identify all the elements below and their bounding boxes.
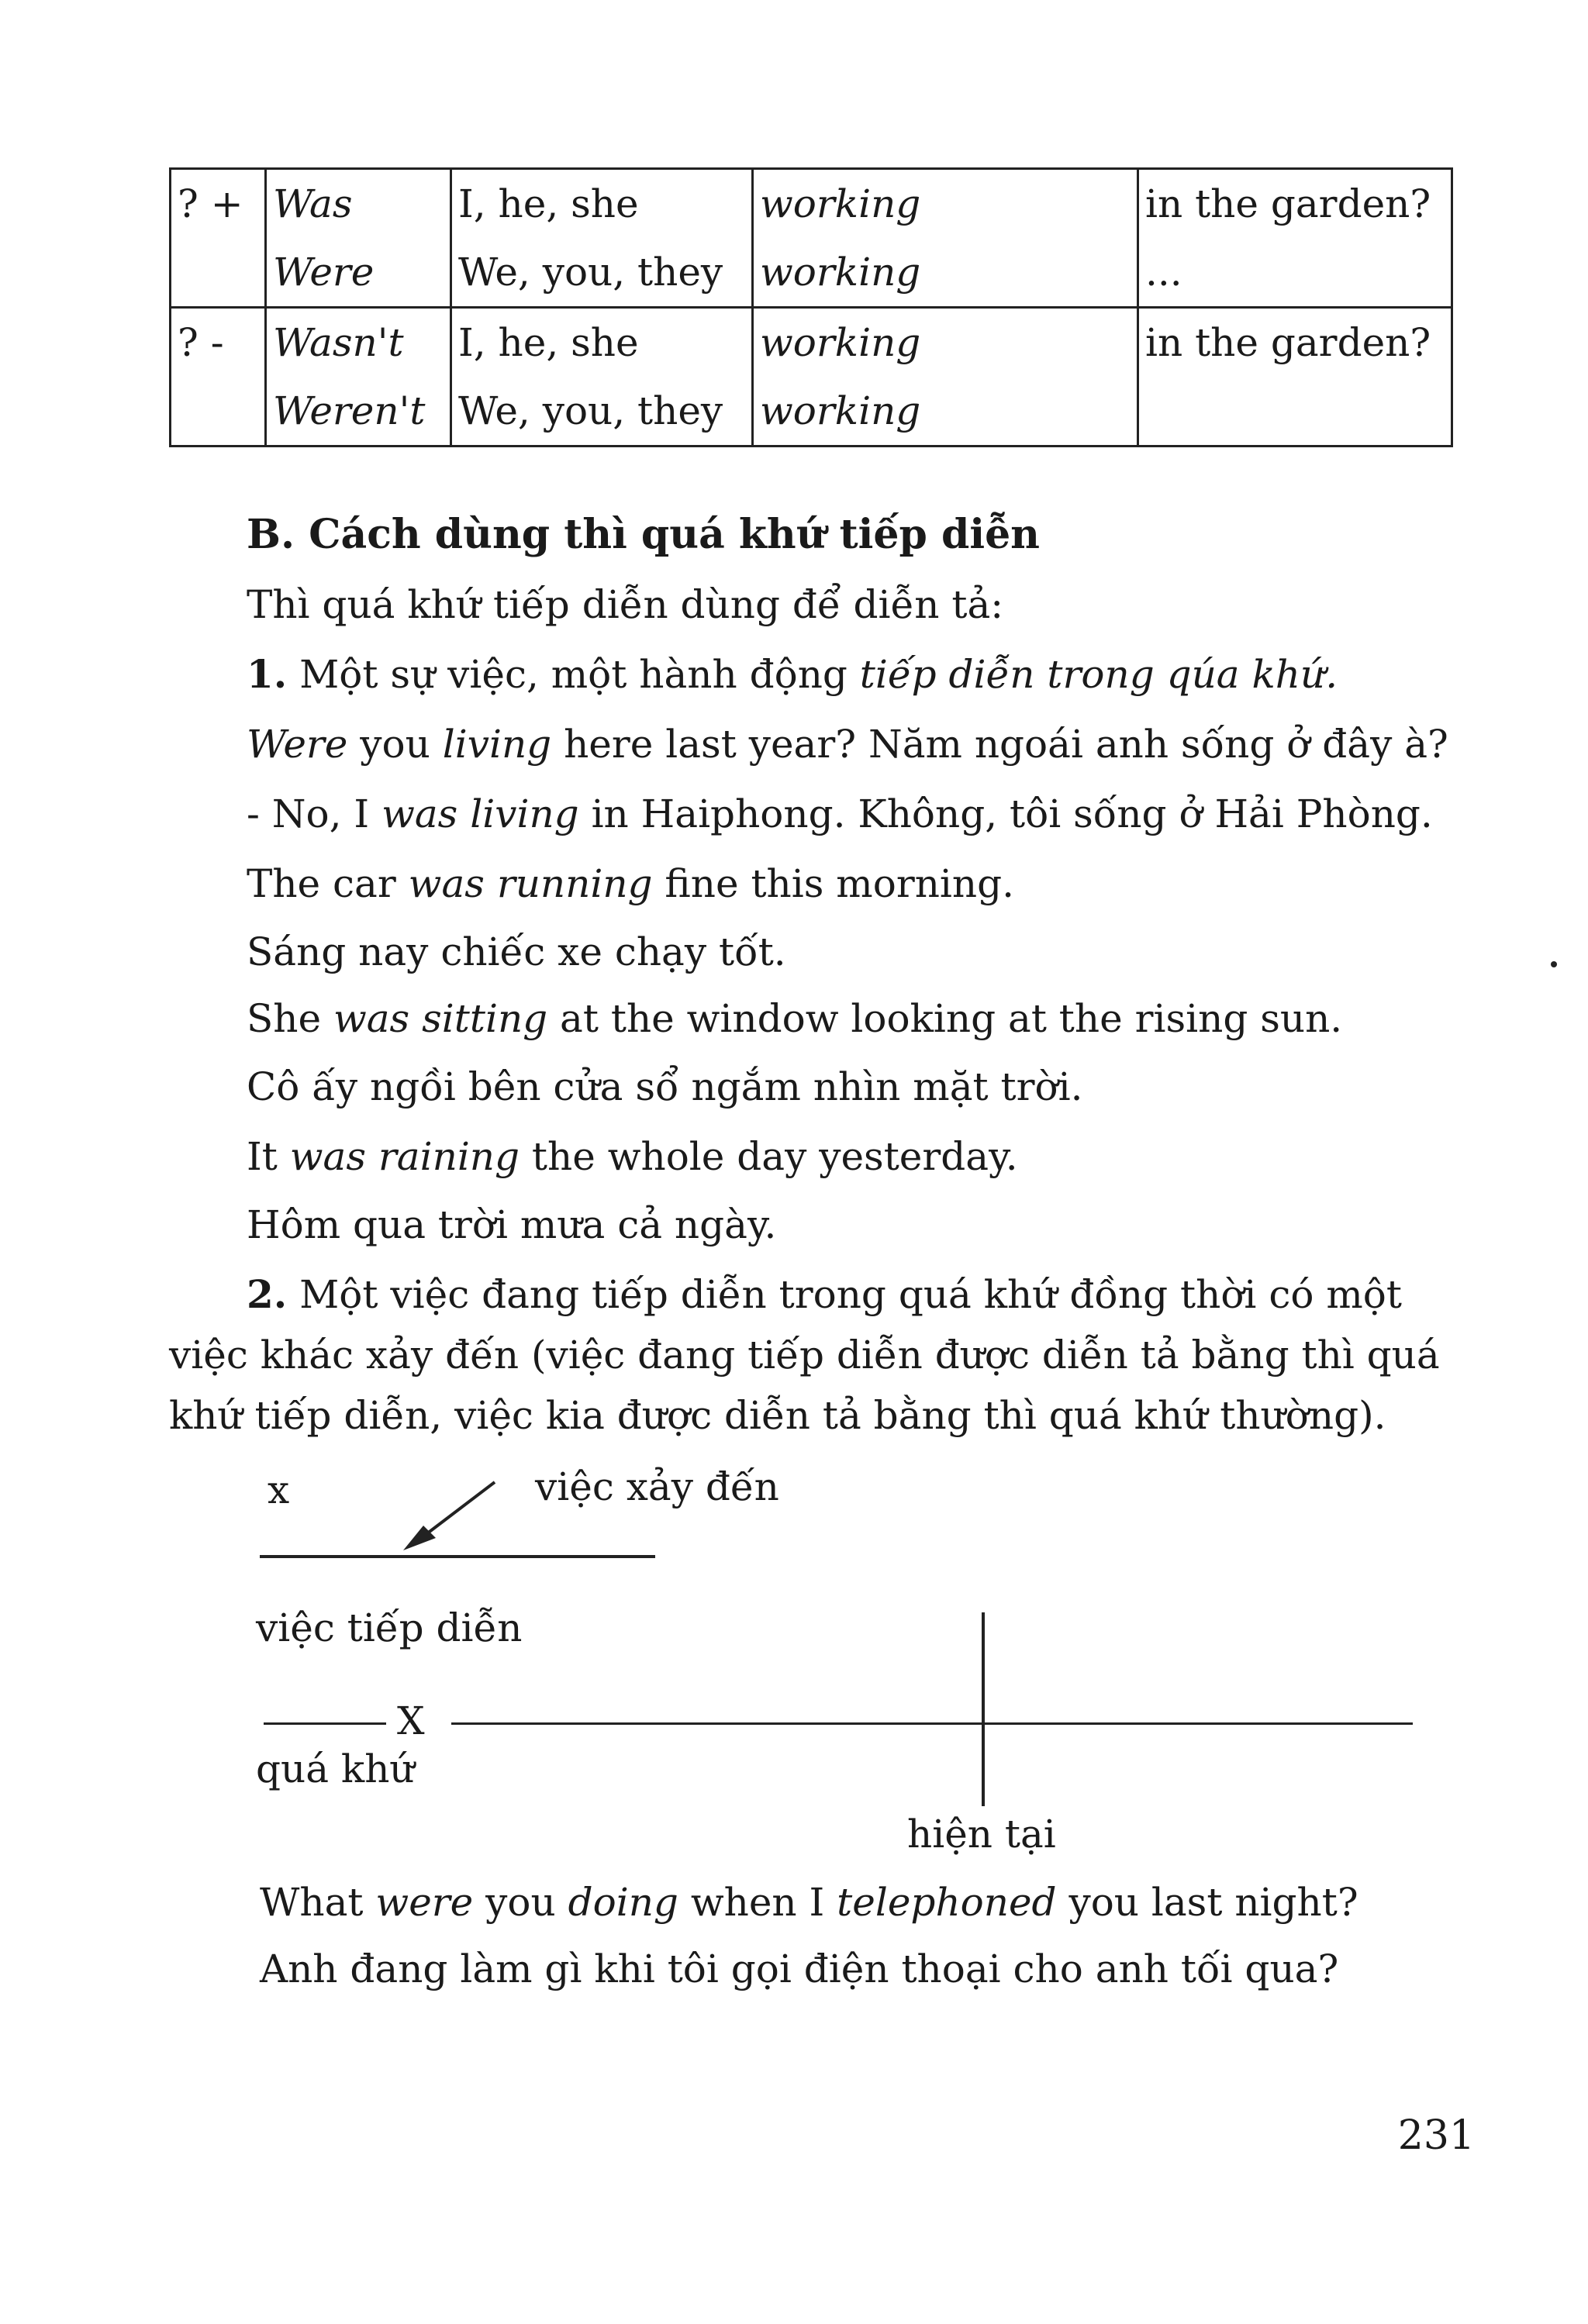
conjugation-table: [169, 167, 1453, 447]
subject-cell: I, he, she We, you, they: [451, 308, 753, 447]
example-3: The car was running fine this morning.: [247, 861, 1015, 906]
section-intro: Thì quá khứ tiếp diễn dùng để diễn tả:: [247, 582, 1004, 627]
example-4: She was sitting at the window looking at the rising sun.: [247, 996, 1343, 1041]
example-3-translation: Sáng nay chiếc xe chạy tốt.: [247, 929, 786, 974]
table-row: [171, 308, 1452, 447]
table-row: [171, 169, 1452, 308]
subject-cell: I, he, she We, you, they: [451, 169, 753, 308]
section-heading: B. Cách dùng thì quá khứ tiếp diễn: [247, 511, 1040, 558]
verb-cell: Wasn't Weren't: [266, 308, 451, 447]
row-marker: ? -: [171, 308, 266, 447]
margin-dot: [1551, 961, 1557, 967]
ongoing-label: việc tiếp diễn: [256, 1605, 523, 1650]
example-5-translation: Hôm qua trời mưa cả ngày.: [247, 1202, 777, 1247]
timeline-line: [451, 1722, 1413, 1725]
row-marker: ? +: [171, 169, 266, 308]
example-5: It was raining the whole day yesterday.: [247, 1134, 1018, 1179]
event-label: việc xảy đến: [535, 1464, 779, 1509]
form-cell: working working: [753, 169, 1138, 308]
complement-cell: in the garden?: [1138, 308, 1452, 447]
page-number: 231: [1397, 2112, 1475, 2159]
complement-cell: in the garden? ...: [1138, 169, 1452, 308]
present-marker: [982, 1612, 985, 1806]
point-2-line-2: việc khác xảy đến (việc đang tiếp diễn được diễn tả bằng thì quá: [169, 1333, 1440, 1378]
event-line: [260, 1555, 655, 1558]
past-label: quá khứ: [256, 1746, 415, 1791]
example-1: Were you living here last year? Năm ngoái anh sống ở đây à?: [247, 722, 1448, 767]
example-6-translation: Anh đang làm gì khi tôi gọi điện thoại cho anh tối qua?: [260, 1946, 1339, 1991]
point-1: 1. Một sự việc, một hành động tiếp diễn trong qúa khứ.: [247, 651, 1338, 697]
diagram-x-small: x: [268, 1467, 290, 1512]
example-4-translation: Cô ấy ngồi bên cửa sổ ngắm nhìn mặt trời.: [247, 1064, 1083, 1109]
example-6: What were you doing when I telephoned you last night?: [260, 1880, 1358, 1925]
arrow-icon: [395, 1473, 504, 1558]
point-2-line-3: khứ tiếp diễn, việc kia được diễn tả bằng thì quá khứ thường).: [169, 1393, 1386, 1438]
timeline-left-segment: [264, 1722, 386, 1725]
example-2: - No, I was living in Haiphong. Không, tôi sống ở Hải Phòng.: [247, 791, 1433, 836]
point-2-line-1: 2. Một việc đang tiếp diễn trong quá khứ đồng thời có một: [247, 1271, 1402, 1317]
timeline-x-mark: X: [397, 1698, 425, 1743]
present-label: hiện tại: [907, 1812, 1056, 1857]
form-cell: working working: [753, 308, 1138, 447]
verb-cell: Was Were: [266, 169, 451, 308]
